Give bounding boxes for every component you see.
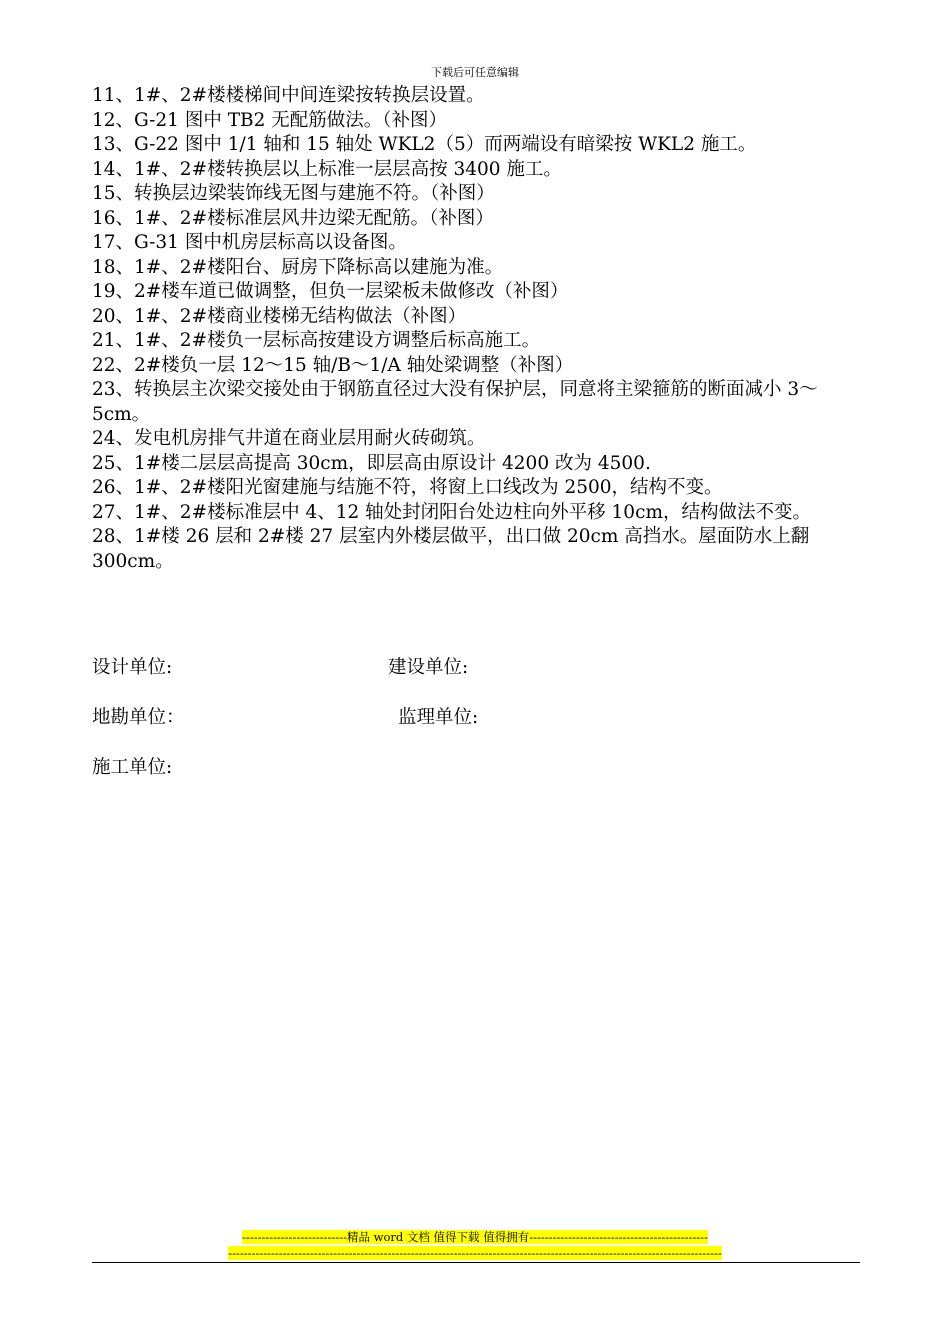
list-item: 13、G-22 图中 1/1 轴和 15 轴处 WKL2（5）而两端设有暗梁按 WKL2 施工。 — [92, 134, 757, 155]
list-item: 14、1#、2#楼转换层以上标准一层层高按 3400 施工。 — [92, 158, 562, 180]
list-item: 18、1#、2#楼阳台、厨房下降标高以建施为准。 — [92, 256, 504, 278]
design-unit-label: 设计单位: — [92, 657, 173, 678]
list-item: 26、1#、2#楼阳光窗建施与结施不符，将窗上口线改为 2500，结构不变。 — [92, 477, 723, 498]
list-item: 25、1#楼二层层高提高 30cm，即层高由原设计 4200 改为 4500. — [92, 452, 651, 474]
list-item: 22、2#楼负一层 12～15 轴/B～1/A 轴处梁调整（补图） — [92, 354, 574, 376]
header-note: 下载后可任意编辑 — [431, 66, 519, 79]
footer-banner-dashes: ------------------------------------------------------------------------------------------------------------------------------- — [228, 1246, 722, 1260]
list-item: 27、1#、2#楼标准层中 4、12 轴处封闭阳台处边柱向外平移 10cm，结构做法不变。 — [92, 501, 811, 523]
footer-banner-line-1 — [175, 1230, 775, 1245]
item-list — [92, 84, 862, 574]
list-item: 28、1#楼 26 层和 2#楼 27 层室内外楼层做平，出口做 20cm 高挡水。屋面防水上翻 300cm。 — [92, 526, 810, 572]
list-item: 19、2#楼车道已做调整，但负一层梁板未做修改（补图） — [92, 281, 569, 302]
owner-unit-label: 建设单位: — [388, 657, 469, 678]
list-item: 20、1#、2#楼商业楼梯无结构做法（补图） — [92, 305, 467, 327]
list-item: 12、G-21 图中 TB2 无配筋做法。（补图） — [92, 109, 448, 131]
list-item: 23、转换层主次梁交接处由于钢筋直径过大没有保护层，同意将主梁箍筋的断面减小 3～5cm。 — [92, 379, 818, 425]
construction-unit-label: 施工单位: — [92, 757, 173, 778]
footer-divider — [92, 1262, 860, 1263]
supervision-unit-label: 监理单位: — [398, 707, 479, 728]
list-item: 16、1#、2#楼标准层风井边梁无配筋。（补图） — [92, 207, 494, 229]
list-item: 21、1#、2#楼负一层标高按建设方调整后标高施工。 — [92, 330, 541, 351]
survey-unit-label: 地勘单位： — [92, 707, 185, 728]
list-item: 11、1#、2#楼楼梯间中间连梁按转换层设置。 — [92, 85, 485, 106]
list-item: 15、转换层边梁装饰线无图与建施不符。（补图） — [92, 183, 495, 204]
list-item: 17、G-31 图中机房层标高以设备图。 — [92, 232, 407, 253]
footer-banner-line-2 — [175, 1246, 775, 1261]
list-item: 24、发电机房排气井道在商业层用耐火砖砌筑。 — [92, 428, 486, 449]
footer-banner-text: ---------------------------精品 word 文档 值得下载 值得拥有---------------------------------------------- — [242, 1230, 708, 1244]
